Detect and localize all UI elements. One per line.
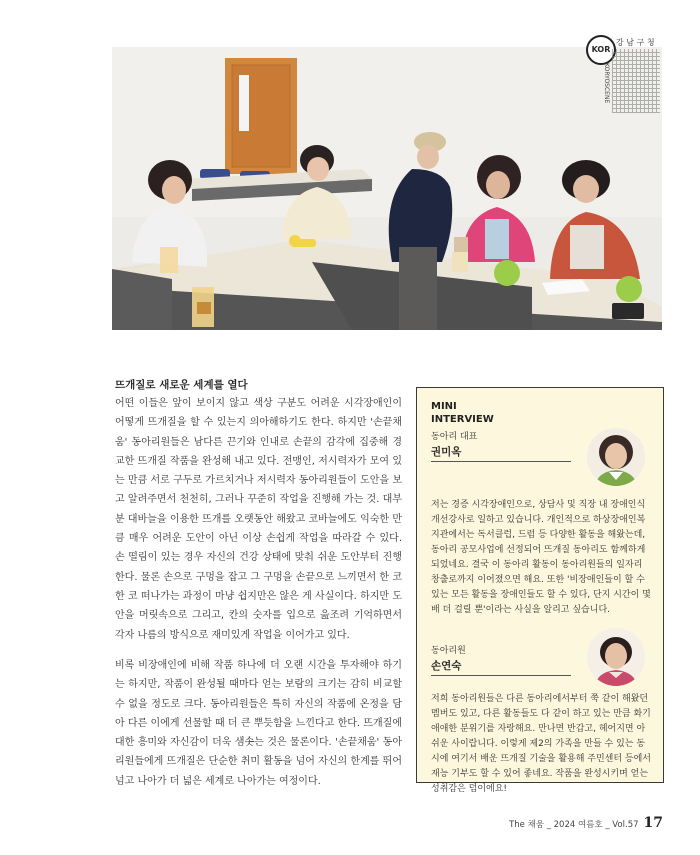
article-paragraph-1: 어떤 이들은 앞이 보이지 않고 색상 구분도 어려운 시각장애인이 어떻게 뜨개질을 할 수 있는지 의아해하기도 한다. 하지만 '손끝채움' 동아리원들은 남다른 끈기와 인내로 손끝의 감각에 집중해 경교한 뜨개질 작품을 완성해 내고 있다. 전맹인, 저시력자가 모여 있는 만큼 서로 구두로 가르치거나 저시력자 동아리원들이 도안을 보고 알려주면서 천천히, 그러나 꾸준히 작업을 진행해 가는 것. 대부분 대바늘을 이용한 뜨개를 오랫동안 해왔고 코바늘에도 익숙한 만큼 매우 어려운 도안이 아닌 이상 손쉽게 작업을 따라갈 수 있다. 손 떨림이 있는 경우 자신의 건강 상태에 맞춰 쉬운 도안부터 진행한다. 물론 손으로 구멍을 잡고 그 구멍을 손끝으로 느끼면서 한 코 한 코 떠나가는 과정이 마냥 쉽지만은 않은 게 사실이다. 하지만 도안을 머릿속으로 그리고, 칸의 숫자를 입으로 읊조려 기억하면서 각자 나름의 방식으로 재미있게 작업을 이어가고 있다. <box>115 398 402 641</box>
person2-portrait <box>587 628 645 686</box>
person1-portrait <box>587 428 645 486</box>
person2-name: 손연숙 <box>431 660 462 672</box>
footer-text: The 채움 _ 2024 여름호 _ Vol.57 <box>509 820 639 830</box>
article-paragraph-2: 비록 비장애인에 비해 작품 하나에 더 오랜 시간을 투자해야 하기는 하지만, 작품이 완성될 때마다 얻는 보람의 크기는 감히 비교할 수 없을 정도로 크다. 동아리원들은 특히 자신의 작품에 온정을 담아 다른 이에게 선물할 때 더 큰 뿌듯함을 느낀다고 한다. 뜨개질에 대한 흥미와 자신감이 더욱 샘솟는 것은 물론이다. '손끝채움' 동아리원들에게 뜨개질은 단순한 취미 활동을 넘어 자신의 한계를 뛰어넘고 나아가 더 넓은 세계로 나아가는 여정이다. <box>115 660 402 787</box>
qr-pattern <box>612 49 660 113</box>
magazine-badge <box>586 35 660 113</box>
kor-logo: KOR <box>586 35 616 65</box>
interview-title: MINI INTERVIEW <box>431 401 494 425</box>
badge-title: 강 남 구 청 <box>616 38 655 47</box>
person2-role: 동아리원 <box>431 646 466 656</box>
page-number: 17 <box>643 815 663 831</box>
person1-divider <box>431 461 571 462</box>
page-footer <box>509 815 663 831</box>
person2-quote: 저희 동아리원들은 다른 동아리에서부터 쭉 같이 해왔던 멤버도 있고, 다른 활동들도 다 같이 하고 있는 만큼 화기애애한 분위기를 자랑해요. 만나면 반갑고, 헤어지면 아쉬운 사이랍니다. 이렇게 제2의 가족을 만들 수 있는 동시에 여기서 배운 뜨개질 기술을 활용해 주민센터 등에서 재능 기부도 할 수 있어 좋네요. 작품을 완성시키며 얻는 성취감은 덤이에요! <box>431 694 651 794</box>
person1-quote: 저는 경증 시각장애인으로, 상담사 및 직장 내 장애인식개선강사로 일하고 있습니다. 개인적으로 하상장애인복지관에서는 독서클럽, 드럼 등 다양한 활동을 해왔는데, 동아리 공모사업에 선정되어 뜨개질 동아리도 함께하게 되었네요. 결국 이 동아리 활동이 동아리원들의 일자리 창출로까지 이어졌으면 해요. 또한 '비장애인들이 할 수 있는 모든 활동을 장애인들도 할 수 있다, 단지 시간이 몇 배 더 걸릴 뿐'이라는 사실을 알리고 싶습니다. <box>431 500 651 615</box>
person1-name: 권미옥 <box>431 446 462 458</box>
badge-side-text: KORYOSCENE <box>603 63 610 104</box>
article-title: 뜨개질로 새로운 세계를 열다 <box>115 379 248 391</box>
mini-interview-box <box>416 387 664 794</box>
person2-divider <box>431 675 571 676</box>
club-photo <box>112 47 662 330</box>
person1-role: 동아리 대표 <box>431 432 478 442</box>
